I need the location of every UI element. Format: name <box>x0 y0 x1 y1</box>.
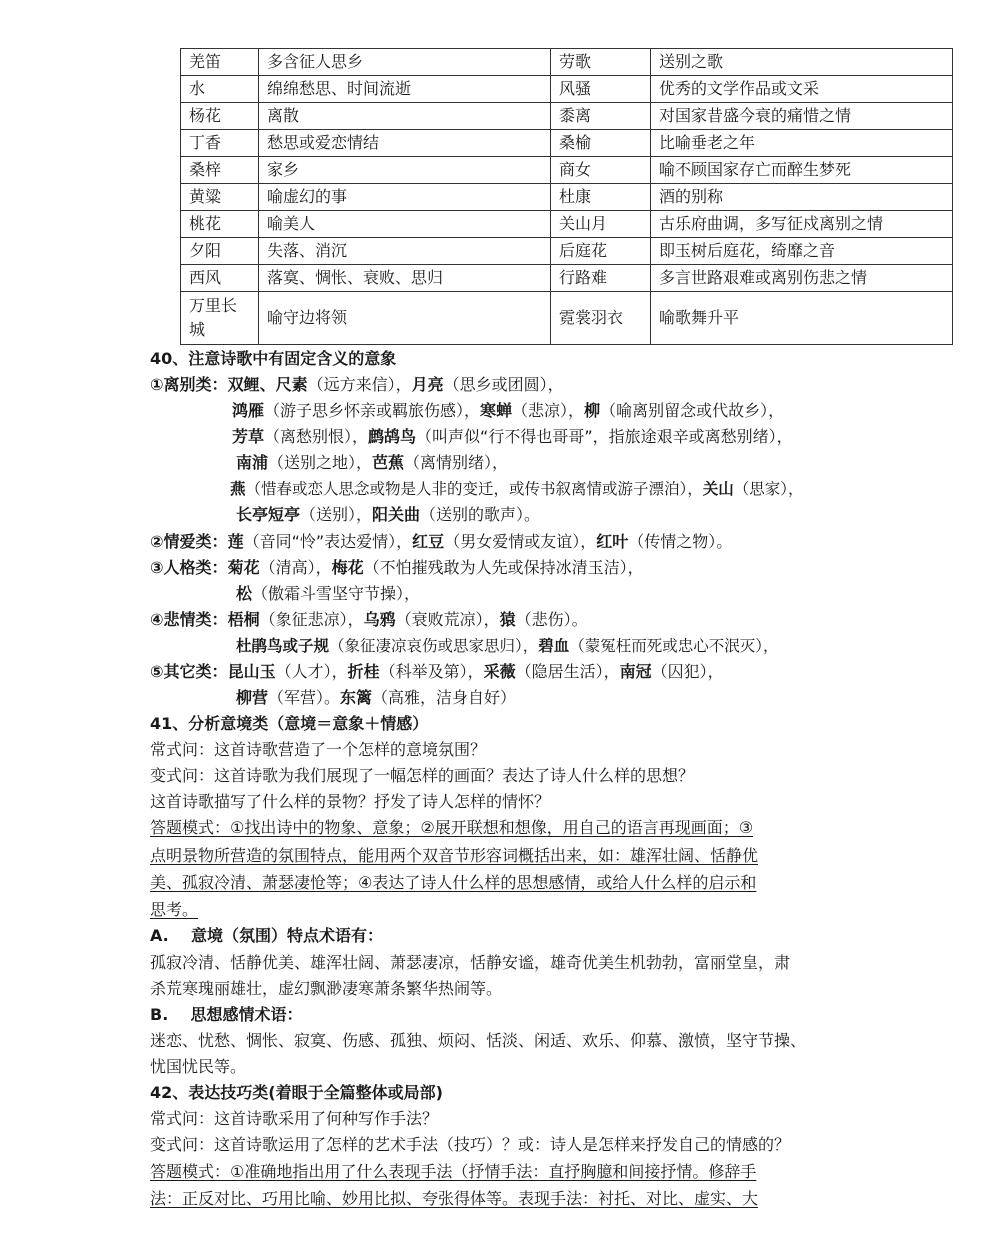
image-term: 柳营 <box>236 688 269 707</box>
term-cell: 桃花 <box>181 211 259 238</box>
subheading-b: B. 思想感情术语： <box>150 1005 303 1024</box>
term-cell: 丁香 <box>181 130 259 157</box>
text-line <box>236 584 420 604</box>
image-term: 柳 <box>584 401 601 420</box>
term-cell: 桑梓 <box>181 157 259 184</box>
image-meaning: （离愁别恨）， <box>264 427 369 446</box>
meaning-cell: 喻美人 <box>259 211 551 238</box>
meaning-cell: 多言世路艰难或离别伤悲之情 <box>651 265 953 292</box>
meaning-cell: 即玉树后庭花，绮靡之音 <box>651 238 953 265</box>
meaning-cell: 比喻垂老之年 <box>651 130 953 157</box>
question-line: 常式问：这首诗歌采用了何种写作手法？ <box>150 1109 439 1128</box>
term-cell: 黄粱 <box>181 184 259 211</box>
image-term: 折桂 <box>347 662 380 681</box>
image-term: 双鲤、尺素 <box>227 375 308 394</box>
answer-line: 答题模式：①找出诗中的物象、意象；②展开联想和想像，用自己的语言再现画面；③ <box>150 818 754 837</box>
image-meaning: （送别的歌声）。 <box>420 505 541 524</box>
image-meaning: （高雅，洁身自好） <box>372 688 517 707</box>
image-meaning: （傲霜斗雪坚守节操）， <box>252 584 421 603</box>
meaning-cell: 喻歌舞升平 <box>651 292 953 345</box>
other-category-line <box>150 662 724 682</box>
meaning-cell: 喻不顾国家存亡而醉生梦死 <box>651 157 953 184</box>
table-row <box>181 211 953 238</box>
meaning-cell: 古乐府曲调，多写征戍离别之情 <box>651 211 953 238</box>
image-meaning: （游子思乡怀亲或羁旅伤感）， <box>264 401 481 420</box>
meaning-cell: 对国家昔盛今衰的痛惜之情 <box>651 103 953 130</box>
image-meaning: （叫声似“行不得也哥哥”，指旅途艰辛或离愁别绪）， <box>416 427 793 446</box>
image-meaning: （送别之地）， <box>268 453 373 472</box>
section-41-heading: 41、分析意境类（意境＝意象＋情感） <box>150 714 429 733</box>
text-line <box>232 427 793 447</box>
image-term: 寒蝉 <box>480 401 513 420</box>
term-cell: 后庭花 <box>551 238 651 265</box>
image-term: 梅花 <box>331 558 364 577</box>
meaning-cell: 愁思或爱恋情结 <box>259 130 551 157</box>
term-cell: 关山月 <box>551 211 651 238</box>
image-term: 乌鸦 <box>363 610 396 629</box>
subheading-a: A. 意境（氛围）特点术语有： <box>150 926 384 945</box>
meaning-cell: 失落、消沉 <box>259 238 551 265</box>
meaning-cell: 优秀的文学作品或文采 <box>651 76 953 103</box>
text-line: 杀荒寒瑰丽雄壮，虚幻飘渺凄寒萧条繁华热闹等。 <box>150 979 503 998</box>
image-meaning: （远方来信）， <box>307 375 412 394</box>
meaning-cell: 离散 <box>259 103 551 130</box>
image-meaning: （悲凉）， <box>512 401 585 420</box>
image-meaning: （衰败荒凉）， <box>395 610 500 629</box>
image-meaning: （象征悲凉）， <box>259 610 364 629</box>
image-term: 燕 <box>230 480 246 498</box>
term-cell: 劳歌 <box>551 49 651 76</box>
image-term: 杜鹃鸟或子规 <box>236 637 330 655</box>
question-line: 这首诗歌描写了什么样的景物？抒发了诗人怎样的情怀？ <box>150 792 551 811</box>
table-row <box>181 292 953 345</box>
image-meaning: （思乡或团圆）， <box>443 375 564 394</box>
image-term: 月亮 <box>411 375 444 394</box>
term-cell: 行路难 <box>551 265 651 292</box>
meaning-cell: 多含征人思乡 <box>259 49 551 76</box>
image-meaning: （离情别绪）， <box>404 453 509 472</box>
image-term: 芭蕉 <box>372 453 405 472</box>
image-meaning: （思家）， <box>733 480 804 498</box>
term-cell: 风骚 <box>551 76 651 103</box>
term-cell: 杨花 <box>181 103 259 130</box>
image-term: 南冠 <box>619 662 652 681</box>
meaning-cell: 酒的别称 <box>651 184 953 211</box>
image-meaning: （象征凄凉哀伤或思家思归）， <box>329 637 539 655</box>
answer-line: 思考。 <box>150 900 199 919</box>
image-term: 鹧鸪鸟 <box>368 427 417 446</box>
table-row <box>181 265 953 292</box>
question-line: 常式问：这首诗歌营造了一个怎样的意境氛围？ <box>150 740 487 759</box>
answer-line: 答题模式：①准确地指出用了什么表现手法（抒情手法：直抒胸臆和间接抒情。修辞手 <box>150 1162 757 1181</box>
text-line <box>230 479 804 499</box>
text-line <box>236 688 516 708</box>
question-line: 变式问：这首诗歌为我们展现了一幅怎样的画面？表达了诗人什么样的思想？ <box>150 766 695 785</box>
table-row <box>181 103 953 130</box>
image-term: 芳草 <box>232 427 265 446</box>
meaning-cell: 喻守边将领 <box>259 292 551 345</box>
term-cell: 夕阳 <box>181 238 259 265</box>
image-meaning: （惜春或恋人思念或物是人非的变迁，或传书叙离情或游子漂泊）， <box>245 480 703 498</box>
image-term: 昆山玉 <box>227 662 276 681</box>
image-term: 关山 <box>702 480 734 498</box>
term-cell: 万里长城 <box>181 292 259 345</box>
answer-line: 美、孤寂冷清、萧瑟凄怆等；④表达了诗人什么样的思想感情，或给人什么样的启示和 <box>150 873 757 892</box>
meaning-cell: 绵绵愁思、时间流逝 <box>259 76 551 103</box>
image-term: 莲 <box>227 532 244 551</box>
table-row <box>181 76 953 103</box>
term-cell: 杜康 <box>551 184 651 211</box>
text-line <box>236 636 779 656</box>
image-meaning: （不怕摧残敢为人先或保持冰清玉洁）， <box>363 558 644 577</box>
image-meaning: （军营）。 <box>268 688 341 707</box>
category-label: ②情爱类： <box>150 532 228 551</box>
text-line: 迷恋、忧愁、惆怅、寂寞、伤感、孤独、烦闷、恬淡、闲适、欢乐、仰慕、激愤，坚守节操、 <box>150 1031 807 1050</box>
image-meaning: （音同“怜”表达爱情）， <box>243 532 413 551</box>
image-term: 猿 <box>499 610 516 629</box>
text-line <box>236 453 508 473</box>
category-label: ①离别类： <box>150 375 228 394</box>
image-meaning: （隐居生活）， <box>515 662 620 681</box>
section-40-heading: 40、注意诗歌中有固定含义的意象 <box>150 349 397 368</box>
table-row <box>181 130 953 157</box>
character-category-line <box>150 558 644 578</box>
image-term: 红豆 <box>412 532 445 551</box>
image-meaning: （悲伤）。 <box>515 610 588 629</box>
section-42-heading: 42、表达技巧类(着眼于全篇整体或局部) <box>150 1083 443 1102</box>
term-cell: 桑榆 <box>551 130 651 157</box>
answer-line: 法：正反对比、巧用比喻、妙用比拟、夸张得体等。表现手法：衬托、对比、虚实、大 <box>150 1189 759 1208</box>
love-category-line <box>150 532 732 552</box>
text-line: 忧国忧民等。 <box>150 1057 247 1076</box>
answer-line: 点明景物所营造的氛围特点，能用两个双音节形容词概括出来，如：雄浑壮阔、恬静优 <box>150 846 759 865</box>
image-term: 东篱 <box>340 688 373 707</box>
term-cell: 商女 <box>551 157 651 184</box>
image-meaning: （男女爱情或友谊）， <box>444 532 597 551</box>
category-label: ⑤其它类： <box>150 662 228 681</box>
image-term: 红叶 <box>596 532 629 551</box>
image-meaning: （传情之物）。 <box>628 532 733 551</box>
parting-category-line <box>150 375 564 395</box>
term-cell: 羌笛 <box>181 49 259 76</box>
table-row <box>181 157 953 184</box>
image-term: 鸿雁 <box>232 401 265 420</box>
text-line <box>232 401 784 421</box>
category-label: ③人格类： <box>150 558 228 577</box>
image-meaning: （送别）， <box>300 505 373 524</box>
image-meaning: （人才）， <box>275 662 348 681</box>
meaning-cell: 落寞、惆怅、衰败、思归 <box>259 265 551 292</box>
meaning-cell: 喻虚幻的事 <box>259 184 551 211</box>
image-meaning: （科举及第）， <box>379 662 484 681</box>
meaning-cell: 家乡 <box>259 157 551 184</box>
image-term: 采薇 <box>483 662 516 681</box>
term-cell: 西风 <box>181 265 259 292</box>
image-term: 长亭短亭 <box>236 505 301 524</box>
image-term: 碧血 <box>538 637 570 655</box>
image-meaning: （喻离别留念或代故乡）， <box>600 401 785 420</box>
text-line <box>236 505 540 525</box>
image-meaning: （囚犯）， <box>651 662 724 681</box>
image-term: 阳关曲 <box>372 505 421 524</box>
question-line: 变式问：这首诗歌运用了怎样的艺术手法（技巧）？或：诗人是怎样来抒发自己的情感的？ <box>150 1135 791 1154</box>
image-meaning: （蒙冤枉而死或忠心不泯灭）， <box>569 637 779 655</box>
sorrow-category-line <box>150 610 588 630</box>
text-line: 孤寂冷清、恬静优美、雄浑壮阔、萧瑟凄凉，恬静安谧，雄奇优美生机勃勃，富丽堂皇，肃 <box>150 953 791 972</box>
category-label: ④悲情类： <box>150 610 228 629</box>
table-row <box>181 49 953 76</box>
term-cell: 霓裳羽衣 <box>551 292 651 345</box>
imagery-table <box>180 48 953 345</box>
meaning-cell: 送别之歌 <box>651 49 953 76</box>
term-cell: 黍离 <box>551 103 651 130</box>
image-term: 南浦 <box>236 453 269 472</box>
image-term: 松 <box>236 584 253 603</box>
image-meaning: （清高）， <box>259 558 332 577</box>
table-row <box>181 238 953 265</box>
table-row <box>181 184 953 211</box>
term-cell: 水 <box>181 76 259 103</box>
image-term: 梧桐 <box>227 610 260 629</box>
image-term: 菊花 <box>227 558 260 577</box>
